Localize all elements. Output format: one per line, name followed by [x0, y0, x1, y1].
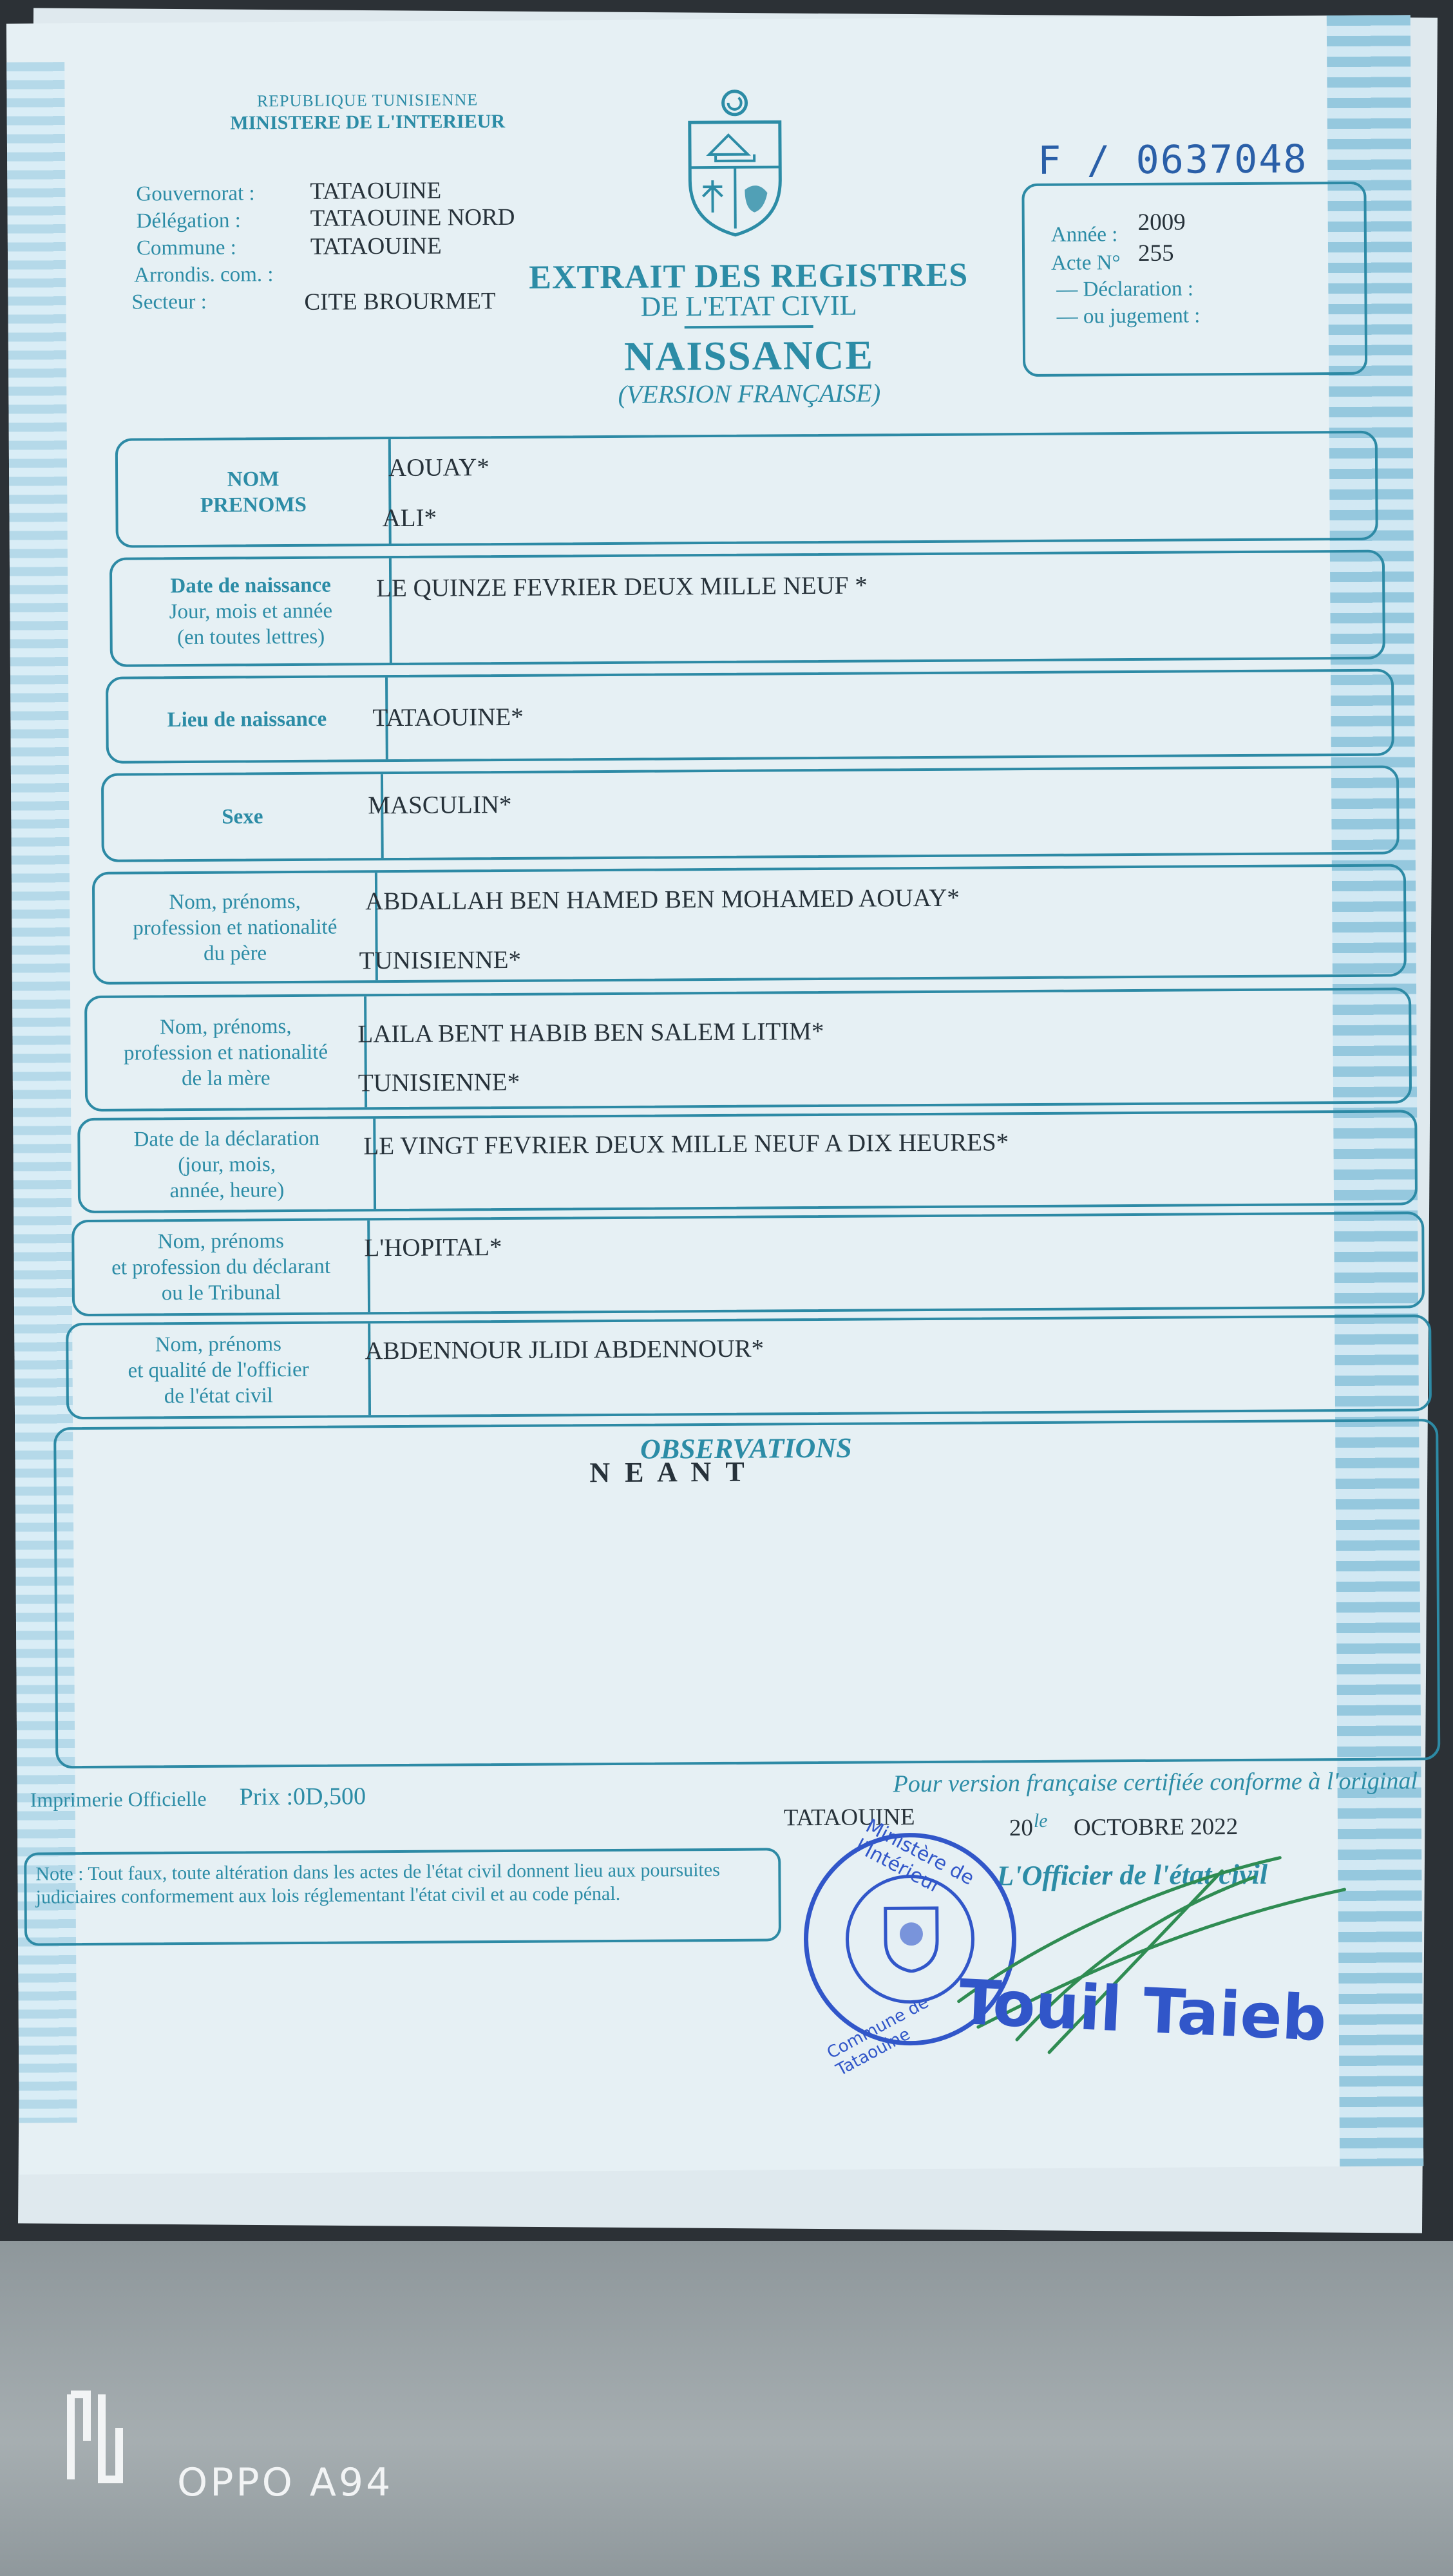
label-line: Jour, mois et année: [169, 599, 333, 624]
row-officier: [66, 1314, 1432, 1419]
title-underline: [685, 325, 813, 328]
date-day-value: 20: [1009, 1815, 1034, 1842]
row-label: [74, 1220, 370, 1314]
row-lieu-naissance: [106, 669, 1394, 764]
row-label: [108, 677, 388, 761]
label-line: de la mère: [182, 1066, 271, 1091]
delegation-value: TATAOUINE NORD: [310, 204, 515, 232]
row-label: [104, 774, 384, 860]
jugement-label: — ou jugement :: [1056, 304, 1201, 328]
title-etat-civil: DE L'ETAT CIVIL: [640, 289, 857, 323]
label-line: Date de la déclaration: [133, 1126, 320, 1151]
acte-label: Acte N°: [1051, 251, 1121, 275]
label-line: Nom, prénoms: [157, 1229, 285, 1254]
observations-title: OBSERVATIONS: [640, 1432, 852, 1465]
coat-of-arms-emblem: [676, 83, 793, 238]
camera-brand-watermark: OPPO A94: [177, 2460, 394, 2505]
row-label: [112, 558, 392, 665]
birth-certificate-document: [6, 15, 1423, 2174]
label-line: ou le Tribunal: [161, 1281, 281, 1305]
label-line: Date de naissance: [170, 573, 331, 598]
acte-value: 255: [1137, 240, 1174, 267]
row-nom-prenoms: [115, 431, 1378, 548]
row-pere: [92, 864, 1407, 984]
label-line: PRENOMS: [200, 493, 307, 517]
label-line: (jour, mois,: [178, 1153, 276, 1177]
security-border-left: [6, 62, 77, 2123]
declaration-label: — Déclaration :: [1056, 277, 1194, 301]
date-naissance-value: LE QUINZE FEVRIER DEUX MILLE NEUF *: [376, 571, 868, 603]
label-line: Nom, prénoms,: [160, 1015, 292, 1039]
row-label: [118, 439, 392, 545]
label-line: du père: [204, 941, 267, 965]
label-line: Nom, prénoms,: [169, 889, 301, 914]
pere-nom-value: ABDALLAH BEN HAMED BEN MOHAMED AOUAY*: [365, 884, 960, 916]
mere-nom-value: LAILA BENT HABIB BEN SALEM LITIM*: [357, 1017, 824, 1048]
stamp-top-text: Ministère de l'Intérieur: [851, 1814, 978, 1899]
label-line: Lieu de naissance: [167, 707, 327, 732]
label-line: Sexe: [222, 805, 263, 829]
row-label: [95, 873, 378, 982]
place-value: TATAOUINE: [783, 1804, 915, 1832]
observations-box: [53, 1419, 1440, 1768]
annee-label: Année :: [1050, 223, 1118, 247]
label-line: profession et nationalité: [123, 1040, 328, 1065]
row-declarant: [71, 1211, 1425, 1316]
commune-value: TATAOUINE: [310, 232, 442, 260]
label-line: (en toutes lettres): [176, 625, 325, 650]
signature-name-stamp: Touil Taieb: [957, 1965, 1328, 2056]
title-version: (VERSION FRANÇAISE): [618, 378, 881, 409]
label-line: profession et nationalité: [133, 915, 337, 940]
date-month-year-value: OCTOBRE 2022: [1073, 1814, 1239, 1841]
desk-surface: [0, 2241, 1453, 2576]
declarant-value: L'HOPITAL*: [364, 1233, 502, 1262]
gouvernorat-label: Gouvernorat :: [136, 182, 255, 206]
gouvernorat-value: TATAOUINE: [310, 177, 442, 205]
date-le-label: le: [1033, 1810, 1048, 1832]
secteur-value: CITE BROURMET: [304, 288, 496, 316]
republic-label: REPUBLIQUE TUNISIENNE: [256, 90, 479, 111]
printer-label: Imprimerie Officielle: [30, 1786, 207, 1812]
prenom-value: ALI*: [382, 504, 437, 533]
row-date-naissance: [109, 550, 1385, 667]
title-extrait: EXTRAIT DES REGISTRES: [529, 256, 969, 296]
title-naissance: NAISSANCE: [623, 332, 875, 379]
label-line: année, heure): [169, 1179, 285, 1203]
row-date-declaration: [77, 1110, 1418, 1213]
nom-value: AOUAY*: [388, 453, 489, 482]
lieu-naissance-value: TATAOUINE*: [372, 703, 524, 732]
label-line: de l'état civil: [164, 1384, 273, 1408]
row-sexe: [101, 766, 1400, 862]
sexe-value: MASCULIN*: [368, 790, 512, 820]
camera-logo-icon: [64, 2389, 126, 2486]
label-line: et qualité de l'officier: [128, 1358, 309, 1383]
mere-nationalite-value: TUNISIENNE*: [357, 1068, 520, 1097]
row-label: [87, 996, 367, 1109]
price-label: Prix :0D,500: [239, 1783, 366, 1811]
label-line: Nom, prénoms: [155, 1332, 282, 1357]
label-line: NOM: [227, 468, 280, 491]
officer-title: L'Officier de l'état civil: [996, 1858, 1268, 1892]
row-label: [80, 1119, 376, 1211]
annee-value: 2009: [1137, 209, 1186, 236]
certified-label: Pour version française certifiée conforme à l'original: [893, 1767, 1418, 1798]
ministry-label: MINISTERE DE L'INTERIEUR: [230, 110, 506, 134]
arrondissement-label: Arrondis. com. :: [134, 263, 274, 287]
row-mere: [84, 987, 1412, 1112]
row-label: [68, 1323, 371, 1417]
delegation-label: Délégation :: [136, 209, 242, 233]
commune-label: Commune :: [136, 236, 236, 260]
pere-nationalite-value: TUNISIENNE*: [359, 945, 522, 975]
note-box: [24, 1848, 781, 1946]
legal-note: Note : Tout faux, toute altération dans les actes de l'état civil donnent lieu aux poursuites judiciaires conformement aux lois réglementant l'état civil et au code pénal.: [35, 1859, 720, 1908]
serial-number: F / 0637048: [1037, 137, 1308, 184]
label-line: et profession du déclarant: [111, 1255, 331, 1280]
officier-value: ABDENNOUR JLIDI ABDENNOUR*: [365, 1334, 764, 1365]
observations-value: N E A N T: [589, 1455, 748, 1489]
stamp-bottom-text: Commune de Tataouine: [824, 1993, 933, 2080]
date-declaration-value: LE VINGT FEVRIER DEUX MILLE NEUF A DIX HEURES*: [363, 1128, 1009, 1160]
secteur-label: Secteur :: [131, 290, 207, 314]
